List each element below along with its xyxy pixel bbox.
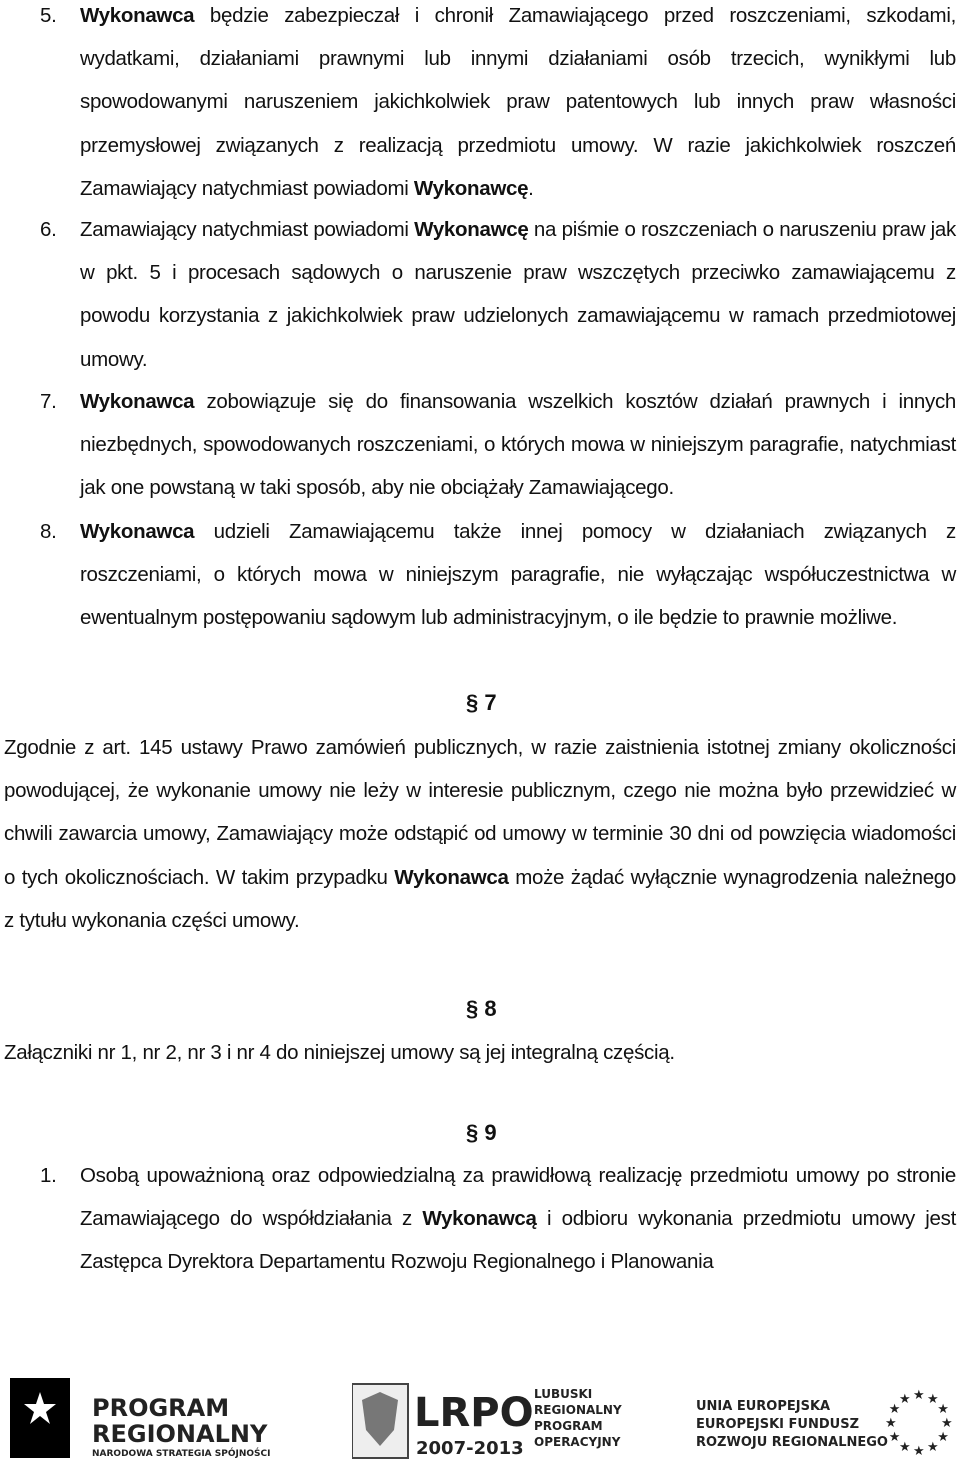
logo-text: NARODOWA STRATEGIA SPÓJNOŚCI (92, 1449, 271, 1459)
eu-star-icon: ★ (937, 1401, 949, 1416)
logo-text: OPERACYJNY (534, 1435, 621, 1449)
program-regionalny-logo (10, 1370, 310, 1460)
paragraph-text: może żądać wyłącznie wynagrodzenia należnego z tytułu wykonania części umowy. (4, 865, 956, 932)
logo-text: EUROPEJSKI FUNDUSZ (696, 1417, 859, 1432)
paragraph-7 (40, 380, 956, 510)
paragraph-text: będzie zabezpieczał i chronił Zamawiającego przed roszczeniami, szkodami, wydatkami, działaniami prawnymi lub innymi działaniami osób trzecich, wynikłymi lub spowodowanymi naruszeniem jakichkolwiek praw patentowych lub innych praw własności przemysłowej związanych z realizacją przedmiotu umowy. W razie jakichkolwiek roszczeń Zamawiający natychmiast powiadomi (80, 4, 956, 200)
item-number: 6. (40, 218, 57, 241)
paragraph-text: na piśmie o roszczeniach o naruszeniu praw jak w pkt. 5 i procesach sądowych o naruszenie praw wszczętych przeciwko zamawiającemu z powodu korzystania z jakichkolwiek praw udzielonych zamawiającemu w ramach przedmiotowej umowy. (80, 218, 956, 371)
paragraph-text: Zamawiający natychmiast powiadomi (80, 218, 415, 241)
paragraph-9-1 (40, 1154, 956, 1284)
eu-star-icon: ★ (927, 1439, 939, 1455)
paragraph-text: udzieli Zamawiającemu także innej pomocy w działaniach związanych z roszczeniami, o których mowa w niniejszym paragrafie, nie wyłączając współuczestnictwa w ewentualnym postępowaniu sądowym lub administracyjnym, o ile będzie to prawnie możliwe. (80, 520, 956, 630)
eu-flag-stars-icon (885, 1387, 953, 1458)
eu-star-icon: ★ (899, 1390, 911, 1406)
eu-star-icon: ★ (913, 1443, 925, 1458)
eu-star-icon: ★ (927, 1390, 939, 1406)
section-heading-9: § 9 (466, 1120, 497, 1145)
eu-star-icon: ★ (888, 1401, 901, 1416)
logo-text: PROGRAM (92, 1394, 230, 1422)
logo-text: LRPO (414, 1390, 534, 1436)
eu-star-icon: ★ (913, 1387, 925, 1402)
footer-logos (0, 1360, 960, 1467)
paragraph-8 (40, 510, 956, 640)
paragraph-text: zobowiązuje się do finansowania wszelkich kosztów działań prawnych i innych niezbędnych, spowodowanych roszczeniami, o których mowa w niniejszym paragrafie, natychmiast jak one powstaną w taki sposób, aby nie obciążały Zamawiającego. (80, 390, 956, 500)
logo-text: REGIONALNY (92, 1420, 268, 1448)
bold-term: Wykonawca (80, 520, 195, 543)
paragraph-6 (40, 208, 956, 381)
item-number: 5. (40, 4, 57, 27)
eu-star-icon: ★ (888, 1429, 901, 1444)
section-7-text (4, 726, 956, 942)
eu-star-icon: ★ (885, 1415, 897, 1430)
bold-term: Wykonawca (80, 390, 195, 413)
paragraph-text: Załączniki nr 1, nr 2, nr 3 i nr 4 do niniejszej umowy są jej integralną częścią. (4, 1041, 675, 1064)
bold-term: Wykonawcę (414, 218, 529, 241)
eu-star-icon: ★ (899, 1439, 911, 1455)
logo-text: UNIA EUROPEJSKA (696, 1399, 831, 1414)
item-number: 8. (40, 520, 57, 543)
logo-text: REGIONALNY (534, 1403, 622, 1417)
section-8-text (4, 1031, 956, 1074)
item-number: 7. (40, 390, 57, 413)
item-number: 1. (40, 1164, 57, 1187)
lrpo-logo (352, 1380, 632, 1460)
paragraph-5 (40, 0, 956, 210)
bold-term: Wykonawca (80, 4, 195, 27)
eu-star-icon: ★ (941, 1415, 953, 1430)
paragraph-text: Zgodnie z art. 145 ustawy Prawo zamówień publicznych, w razie zaistnienia istotnej zmiany okoliczności powodującej, że wykonanie umowy nie leży w interesie publicznym, czego nie można było przewidzieć w chwili zawarcia umowy, Zamawiający może odstąpić od umowy w terminie 30 dni od powzięcia wiadomości o tych okolicznościach. W takim przypadku (4, 736, 956, 889)
logo-text: 2007-2013 (416, 1438, 524, 1459)
paragraph-text: i odbioru wykonania przedmiotu umowy jest Zastępca Dyrektora Departamentu Rozwoju Regionalnego i Planowania (80, 1207, 956, 1274)
bold-term: Wykonawcą (422, 1207, 537, 1231)
section-heading-8: § 8 (466, 996, 497, 1021)
bold-term: Wykonawca (394, 865, 509, 889)
logo-text: PROGRAM (534, 1419, 603, 1433)
section-heading-7: § 7 (466, 690, 497, 715)
flag-icon (10, 1378, 70, 1458)
paragraph-text: Osobą upoważnioną oraz odpowiedzialną za prawidłową realizację przedmiotu umowy po stronie Zamawiającego do współdziałania z (80, 1164, 956, 1231)
paragraph-text: . (528, 176, 534, 200)
logo-text: ROZWOJU REGIONALNEGO (696, 1435, 888, 1450)
bold-term: Wykonawcę (413, 176, 529, 200)
eu-logo (690, 1380, 956, 1460)
logo-text: LUBUSKI (534, 1387, 593, 1401)
eu-star-icon: ★ (937, 1429, 949, 1444)
